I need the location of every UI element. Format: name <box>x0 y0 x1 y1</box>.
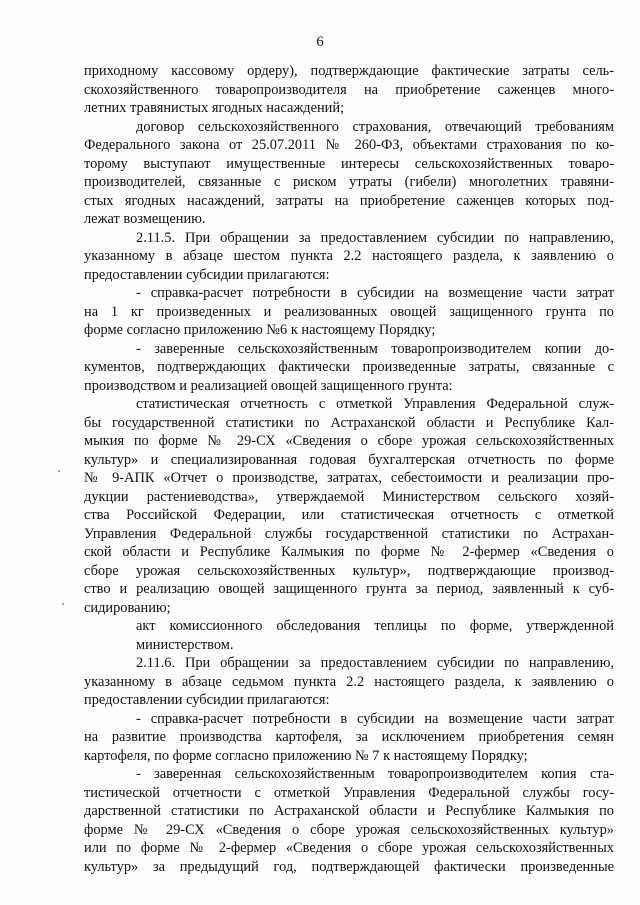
scan-speck <box>58 470 60 472</box>
text-line: министерством. <box>136 636 234 653</box>
text-line: ской области и Республике Калмыкия по форме № 2-фермер «Сведения о <box>84 544 614 560</box>
text-line: культур» и специализированная годовая бухгалтерская отчетность по форме <box>84 451 614 468</box>
text-line: бы государственной статистики по Астраханской области и Республике Кал- <box>84 414 614 431</box>
text-line: кументов, подтверждающих фактически произведенные затраты, связанные с <box>84 359 614 375</box>
text-line: картофеля, по форме согласно приложению № 7 к настоящему Порядку; <box>84 747 528 764</box>
page-number: 6 <box>316 34 324 50</box>
text-line: форме согласно приложению №6 к настоящему Порядку; <box>84 322 436 338</box>
text-line: лежат возмещению. <box>84 211 206 227</box>
text-line: дарственной статистики по Астраханской области и Республике Калмыкия по <box>84 803 614 819</box>
text-line: на 1 кг произведенных и реализованных овощей защищенного грунта по <box>84 303 614 320</box>
text-line: или по форме № 2-фермер «Сведения о сборе урожая сельскохозяйственных <box>84 840 614 856</box>
text-line: форме № 29-СХ «Сведения о сборе урожая сельскохозяйственных культур» <box>84 821 614 838</box>
text-line: - заверенная сельскохозяйственным товаропроизводителем копия ста- <box>136 766 614 782</box>
text-line: - справка-расчет потребности в субсидии на возмещение части затрат <box>136 710 614 727</box>
text-line: дукции растениеводства», утверждаемой Министерством сельского хозяй- <box>84 488 614 505</box>
text-line: мыкия по форме № 29-СХ «Сведения о сборе урожая сельскохозяйственных <box>84 433 614 449</box>
text-line: предоставлении субсидии прилагаются: <box>84 266 330 283</box>
text-line: приходному кассовому ордеру), подтверждающие фактические затраты сель- <box>84 63 614 79</box>
document-body <box>84 62 614 876</box>
text-line: производителей, связанные с риском утраты (гибели) многолетних травяни- <box>84 174 614 190</box>
text-line: стых ягодных насаждений, затраты на приобретение саженцев которых под- <box>84 192 614 209</box>
text-line: - заверенные сельскохозяйственным товаропроизводителем копии до- <box>136 340 614 357</box>
text-line: Федерального закона от 25.07.2011 № 260-ФЗ, объектами страхования по ко- <box>84 137 614 153</box>
text-line: - справка-расчет потребности в субсидии на возмещение части затрат <box>136 285 614 301</box>
text-line: тистической отчетности с отметкой Управления Федеральной службы госу- <box>84 784 614 801</box>
text-line: 2.11.5. При обращении за предоставлением субсидии по направлению, <box>136 229 614 246</box>
text-line: статистическая отчетность с отметкой Управления Федеральной служ- <box>136 396 614 412</box>
text-line: ство и реализацию овощей защищенного грунта за период, заявленный к суб- <box>84 581 614 597</box>
text-line: договор сельскохозяйственного страхования, отвечающий требованиям <box>136 118 614 135</box>
text-line: сборе урожая сельскохозяйственных культур», подтверждающие производ- <box>84 562 614 579</box>
scan-speck <box>62 603 64 605</box>
text-line: сидированию; <box>84 599 171 616</box>
text-line: ства Российской Федерации, или статистическая отчетность с отметкой <box>84 507 614 523</box>
text-line: указанному в абзаце шестом пункта 2.2 настоящего раздела, к заявлению о <box>84 248 614 264</box>
text-line: указанному в абзаце седьмом пункта 2.2 настоящего раздела, к заявлению о <box>84 673 614 690</box>
text-line: № 9-АПК «Отчет о производстве, затратах, себестоимости и реализации про- <box>84 470 614 486</box>
text-line: Управления Федеральной службы государственной статистики по Астрахан- <box>84 525 614 542</box>
text-line: 2.11.6. При обращении за предоставлением субсидии по направлению, <box>136 655 614 671</box>
text-line: предоставлении субсидии прилагаются: <box>84 692 330 708</box>
text-line: акт комиссионного обследования теплицы по форме, утвержденной <box>136 618 614 634</box>
text-line: культур» за предыдущий год, подтверждающей фактически произведенные <box>84 858 614 875</box>
text-line: скохозяйственного товаропроизводителя на приобретение саженцев много- <box>84 81 614 98</box>
text-line: летних травянистых ягодных насаждений; <box>84 100 345 116</box>
text-line: торому выступают имущественные интересы сельскохозяйственных товаро- <box>84 155 614 172</box>
text-line: на развитие производства картофеля, за исключением приобретения семян <box>84 729 614 745</box>
text-line: производством и реализацией овощей защищенного грунта: <box>84 377 453 394</box>
